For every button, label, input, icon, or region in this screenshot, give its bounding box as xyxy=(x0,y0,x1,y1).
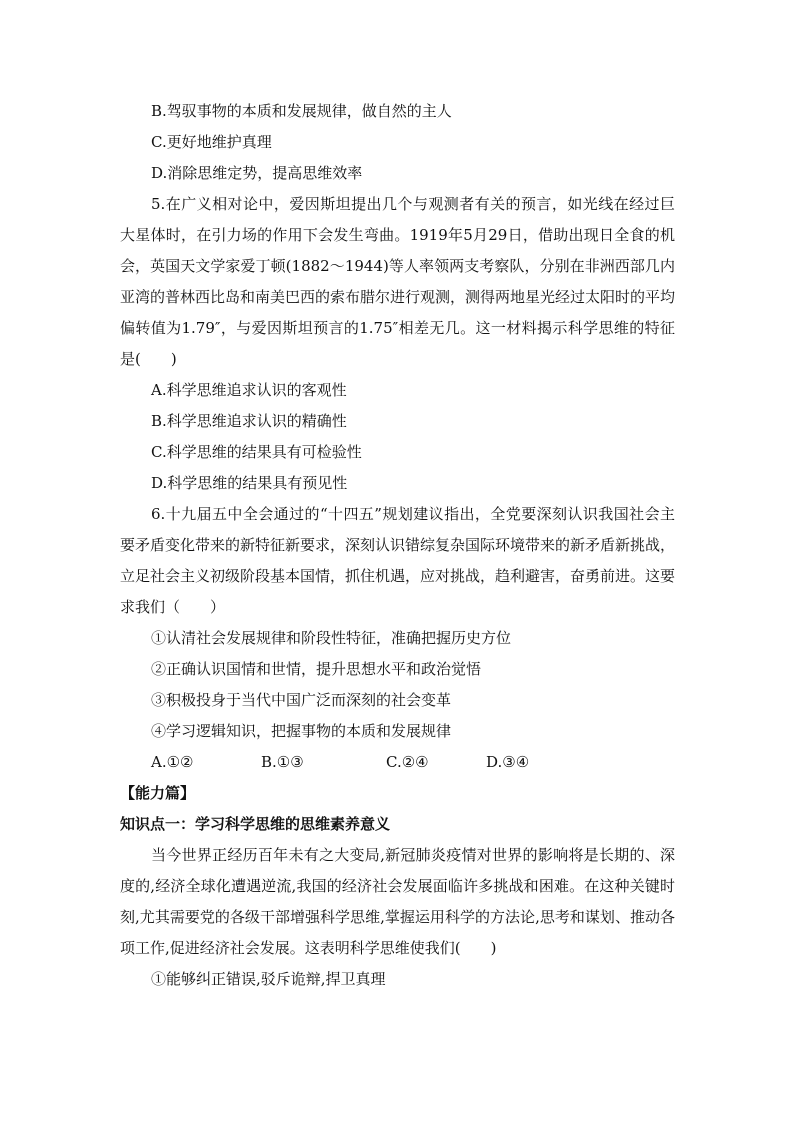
q4-option-d: D.消除思维定势，提高思维效率 xyxy=(151,164,363,182)
q6-option-d: D.③④ xyxy=(486,753,530,771)
q6-option-a: A.①② xyxy=(151,753,194,771)
q6-choices xyxy=(120,747,675,778)
q6-option-c: C.②④ xyxy=(386,753,429,771)
q5-option-c: C.科学思维的结果具有可检验性 xyxy=(151,443,362,461)
q7-stem: 当今世界正经历百年未有之大变局,新冠肺炎疫情对世界的影响将是长期的、深度的,经济全球化遭遇逆流,我国的经济社会发展面临许多挑战和困难。在这种关键时刻,尤其需要党的各级干部增强科学思维,掌握运用科学的方法论,思考和谋划、推动各项工作,促进经济社会发展。这表明科学思维使我们( ) xyxy=(120,846,675,957)
q6-statement-4: ④学习逻辑知识，把握事物的本质和发展规律 xyxy=(151,722,452,740)
q6-statement-1: ①认清社会发展规律和阶段性特征，准确把握历史方位 xyxy=(151,629,512,647)
section-title: 【能力篇】 xyxy=(120,784,196,802)
q7-statement-1: ①能够纠正错误,驳斥诡辩,捍卫真理 xyxy=(151,970,386,988)
q6-stem: 6.十九届五中全会通过的“十四五”规划建议指出，全党要深刻认识我国社会主要矛盾变化带来的新特征新要求，深刻认识错综复杂国际环境带来的新矛盾新挑战，立足社会主义初级阶段基本国情，抓住机遇，应对挑战，趋利避害，奋勇前进。这要求我们（ ） xyxy=(120,505,676,616)
knowledge-point-heading: 知识点一：学习科学思维的思维素养意义 xyxy=(120,815,391,833)
q5-stem: 5.在广义相对论中，爱因斯坦提出几个与观测者有关的预言，如光线在经过巨大星体时，在引力场的作用下会发生弯曲。1919年5月29日，借助出现日全食的机会，英国天文学家爱丁顿(1882～1944)等人率领两支考察队，分别在非洲西部几内亚湾的普林西比岛和南美巴西的索布腊尔进行观测，测得两地星光经过太阳时的平均偏转值为1.79″，与爱因斯坦预言的1.75″相差无几。这一材料揭示科学思维的特征是( ) xyxy=(120,195,676,368)
q5-option-d: D.科学思维的结果具有预见性 xyxy=(151,474,348,492)
q5-option-b: B.科学思维追求认识的精确性 xyxy=(151,412,347,430)
q6-statement-2: ②正确认识国情和世情，提升思想水平和政治觉悟 xyxy=(151,660,482,678)
q4-option-b: B.驾驭事物的本质和发展规律，做自然的主人 xyxy=(151,102,452,120)
document-body xyxy=(120,96,675,995)
q4-option-c: C.更好地维护真理 xyxy=(151,133,272,151)
q6-option-b: B.①③ xyxy=(261,753,304,771)
q6-statement-3: ③积极投身于当代中国广泛而深刻的社会变革 xyxy=(151,691,452,709)
q5-option-a: A.科学思维追求认识的客观性 xyxy=(151,381,347,399)
